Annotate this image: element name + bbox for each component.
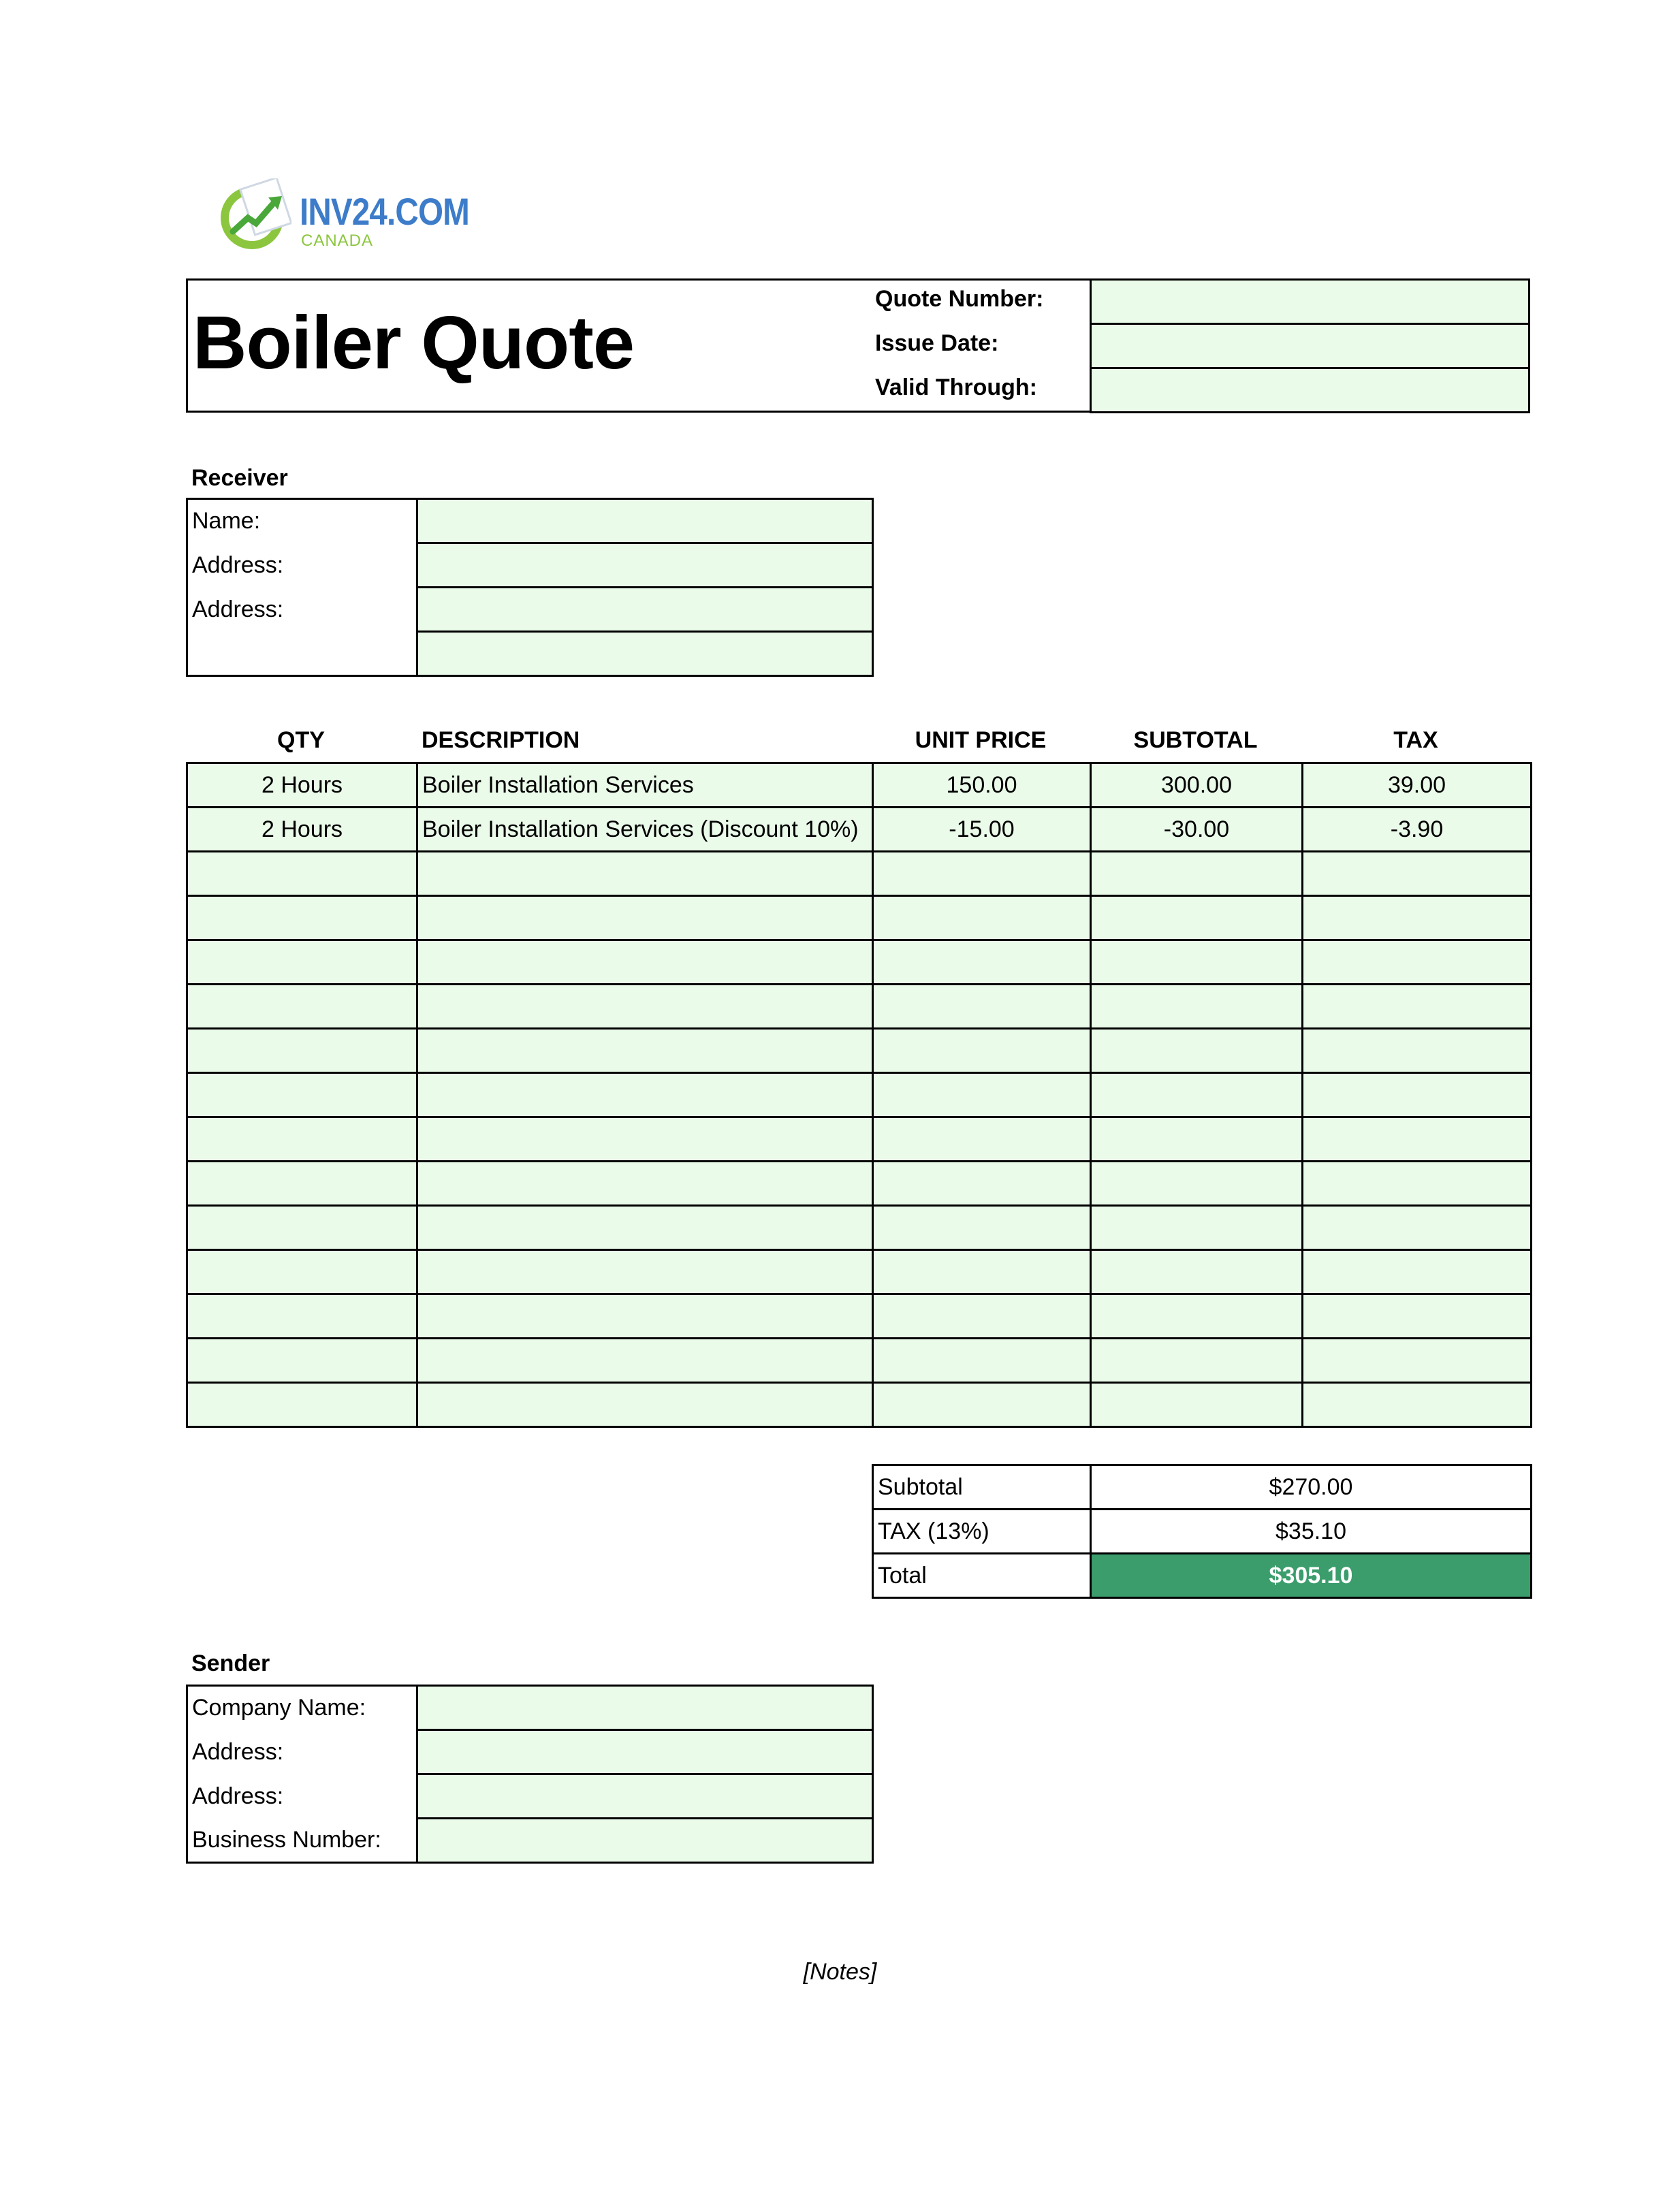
item-subtotal-cell[interactable] [1091, 1250, 1303, 1294]
item-qty-cell[interactable]: 2 Hours [187, 763, 417, 808]
item-subtotal-cell[interactable] [1091, 985, 1303, 1029]
item-subtotal-cell[interactable] [1091, 852, 1303, 896]
item-subtotal-cell[interactable] [1091, 1206, 1303, 1250]
item-subtotal-cell[interactable] [1091, 1339, 1303, 1383]
receiver-name-label: Name: [187, 499, 417, 543]
item-subtotal-cell[interactable] [1091, 1294, 1303, 1339]
item-tax-cell[interactable] [1303, 896, 1532, 940]
item-unit-price-cell[interactable] [873, 1294, 1091, 1339]
item-description-cell[interactable] [417, 896, 873, 940]
subtotal-label: Subtotal [873, 1465, 1091, 1510]
receiver-address2-label: Address: [187, 588, 417, 632]
table-row [187, 1339, 1532, 1383]
quote-number-field[interactable] [1091, 280, 1530, 324]
sender-address2-label: Address: [187, 1774, 417, 1819]
header-description: DESCRIPTION [422, 727, 580, 753]
item-description-cell[interactable] [417, 1206, 873, 1250]
receiver-extra-field[interactable] [417, 632, 873, 676]
table-row [187, 1073, 1532, 1117]
item-description-cell[interactable] [417, 1073, 873, 1117]
sender-table [186, 1685, 874, 1864]
logo-icon [217, 178, 291, 253]
item-qty-cell[interactable] [187, 940, 417, 985]
table-row [187, 1206, 1532, 1250]
notes-text[interactable]: [Notes] [803, 1959, 877, 1985]
item-description-cell[interactable] [417, 1162, 873, 1206]
sender-business-number-field[interactable] [417, 1819, 873, 1863]
item-description-cell[interactable] [417, 1383, 873, 1427]
item-tax-cell[interactable]: 39.00 [1303, 763, 1532, 808]
line-items-table [186, 762, 1532, 1428]
total-value: $305.10 [1091, 1554, 1532, 1598]
item-subtotal-cell[interactable]: 300.00 [1091, 763, 1303, 808]
header-subtotal: SUBTOTAL [1133, 727, 1258, 753]
item-tax-cell[interactable] [1303, 852, 1532, 896]
item-unit-price-cell[interactable] [873, 940, 1091, 985]
valid-through-label: Valid Through: [875, 374, 1037, 400]
item-tax-cell[interactable] [1303, 1339, 1532, 1383]
logo-brand-text: INV24.COM [300, 190, 469, 233]
item-qty-cell[interactable] [187, 1383, 417, 1427]
item-description-cell[interactable] [417, 1250, 873, 1294]
document-title: Boiler Quote [193, 301, 635, 385]
item-qty-cell[interactable] [187, 1117, 417, 1162]
item-tax-cell[interactable] [1303, 1073, 1532, 1117]
issue-date-label: Issue Date: [875, 330, 999, 356]
item-qty-cell[interactable] [187, 985, 417, 1029]
table-row [187, 1117, 1532, 1162]
item-tax-cell[interactable] [1303, 985, 1532, 1029]
header-qty: QTY [277, 727, 325, 753]
item-unit-price-cell[interactable] [873, 1339, 1091, 1383]
item-tax-cell[interactable] [1303, 1206, 1532, 1250]
sender-company-field[interactable] [417, 1686, 873, 1730]
item-unit-price-cell[interactable] [873, 1383, 1091, 1427]
quote-meta-fields [1090, 278, 1530, 413]
item-unit-price-cell[interactable] [873, 1029, 1091, 1073]
item-subtotal-cell[interactable] [1091, 1073, 1303, 1117]
receiver-address-label: Address: [187, 543, 417, 588]
table-row [187, 1250, 1532, 1294]
item-tax-cell[interactable] [1303, 1294, 1532, 1339]
header-tax: TAX [1393, 727, 1438, 753]
item-subtotal-cell[interactable] [1091, 1383, 1303, 1427]
item-unit-price-cell[interactable]: -15.00 [873, 808, 1091, 852]
totals-table [872, 1464, 1532, 1599]
item-tax-cell[interactable] [1303, 1029, 1532, 1073]
receiver-heading: Receiver [191, 465, 288, 491]
item-description-cell[interactable] [417, 852, 873, 896]
item-unit-price-cell[interactable] [873, 1162, 1091, 1206]
item-unit-price-cell[interactable] [873, 1073, 1091, 1117]
item-unit-price-cell[interactable] [873, 1250, 1091, 1294]
sender-address-label: Address: [187, 1730, 417, 1774]
item-subtotal-cell[interactable] [1091, 940, 1303, 985]
item-qty-cell[interactable] [187, 1029, 417, 1073]
item-description-cell[interactable] [417, 940, 873, 985]
table-row [187, 1383, 1532, 1427]
item-unit-price-cell[interactable] [873, 1117, 1091, 1162]
item-unit-price-cell[interactable] [873, 896, 1091, 940]
table-row [187, 763, 1532, 808]
item-tax-cell[interactable] [1303, 1117, 1532, 1162]
item-description-cell[interactable] [417, 1294, 873, 1339]
item-description-cell[interactable]: Boiler Installation Services [417, 763, 873, 808]
item-description-cell[interactable] [417, 1117, 873, 1162]
item-qty-cell[interactable] [187, 1206, 417, 1250]
item-qty-cell[interactable] [187, 1339, 417, 1383]
item-description-cell[interactable] [417, 1339, 873, 1383]
item-description-cell[interactable]: Boiler Installation Services (Discount 10%) [417, 808, 873, 852]
sender-heading: Sender [191, 1650, 270, 1676]
header-unit-price: UNIT PRICE [915, 727, 1047, 753]
subtotal-value: $270.00 [1091, 1465, 1532, 1510]
item-unit-price-cell[interactable] [873, 1206, 1091, 1250]
item-qty-cell[interactable] [187, 1294, 417, 1339]
logo-region-text: CANADA [301, 232, 374, 250]
item-tax-cell[interactable] [1303, 1250, 1532, 1294]
table-row [187, 852, 1532, 896]
item-tax-cell[interactable] [1303, 1383, 1532, 1427]
sender-business-number-label: Business Number: [187, 1819, 417, 1863]
receiver-table [186, 498, 874, 677]
issue-date-field[interactable] [1091, 324, 1530, 368]
item-qty-cell[interactable] [187, 1162, 417, 1206]
item-subtotal-cell[interactable] [1091, 1117, 1303, 1162]
item-qty-cell[interactable]: 2 Hours [187, 808, 417, 852]
tax-label: TAX (13%) [873, 1510, 1091, 1554]
item-qty-cell[interactable] [187, 1073, 417, 1117]
item-unit-price-cell[interactable] [873, 852, 1091, 896]
item-qty-cell[interactable] [187, 896, 417, 940]
table-row [187, 940, 1532, 985]
item-qty-cell[interactable] [187, 852, 417, 896]
receiver-address2-field[interactable] [417, 588, 873, 632]
item-tax-cell[interactable]: -3.90 [1303, 808, 1532, 852]
sender-address2-field[interactable] [417, 1774, 873, 1819]
tax-value: $35.10 [1091, 1510, 1532, 1554]
item-unit-price-cell[interactable] [873, 985, 1091, 1029]
item-tax-cell[interactable] [1303, 940, 1532, 985]
item-subtotal-cell[interactable]: -30.00 [1091, 808, 1303, 852]
table-row [187, 808, 1532, 852]
table-row [187, 896, 1532, 940]
receiver-extra-label [187, 632, 417, 676]
valid-through-field[interactable] [1091, 368, 1530, 413]
table-row [187, 1029, 1532, 1073]
quote-number-label: Quote Number: [875, 286, 1044, 312]
table-row [187, 985, 1532, 1029]
sender-company-label: Company Name: [187, 1686, 417, 1730]
table-row [187, 1294, 1532, 1339]
item-description-cell[interactable] [417, 1029, 873, 1073]
table-row [187, 1162, 1532, 1206]
item-tax-cell[interactable] [1303, 1162, 1532, 1206]
item-subtotal-cell[interactable] [1091, 1029, 1303, 1073]
item-qty-cell[interactable] [187, 1250, 417, 1294]
item-description-cell[interactable] [417, 985, 873, 1029]
sender-address-field[interactable] [417, 1730, 873, 1774]
item-subtotal-cell[interactable] [1091, 1162, 1303, 1206]
item-subtotal-cell[interactable] [1091, 896, 1303, 940]
receiver-address-field[interactable] [417, 543, 873, 588]
item-unit-price-cell[interactable]: 150.00 [873, 763, 1091, 808]
total-label: Total [873, 1554, 1091, 1598]
receiver-name-field[interactable] [417, 499, 873, 543]
